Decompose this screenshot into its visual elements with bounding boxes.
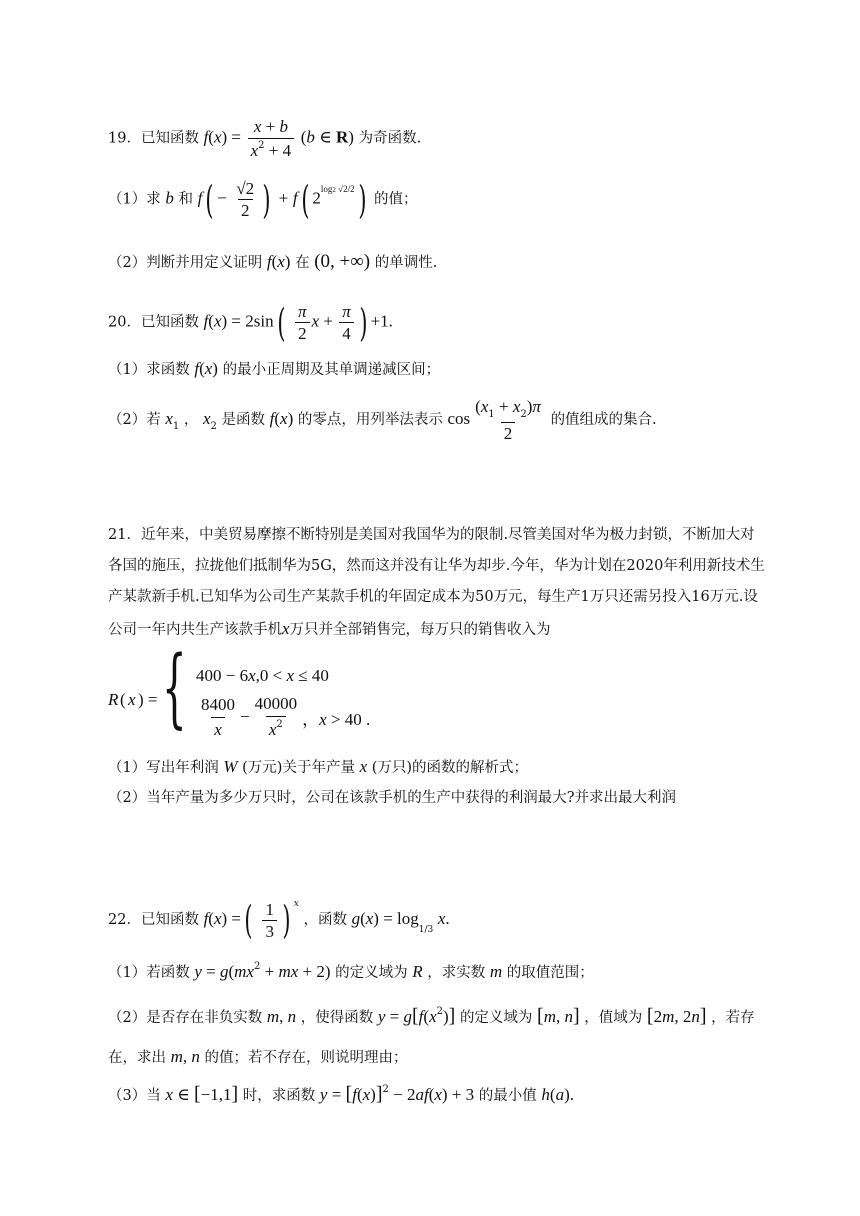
q22-statement: 22．已知函数 f(x) =( $\frac{1}{3}$ ) $^x$ ，函数 $g(x) = \log_{1/3} x$. — [108, 898, 450, 942]
q22-p2-a: （2）是否存在非负实数 — [108, 1010, 263, 1026]
q22-p2-c: 的定义域为 — [459, 1010, 533, 1026]
q22-mid: ，函数 — [303, 912, 347, 928]
q20-p2-a: （2）若 — [108, 412, 161, 428]
q20-p2-d: 的零点，用列举法表示 — [297, 412, 443, 428]
q20-part1: （1）求函数 f(x) 的最小正周期及其单调递减区间； — [108, 359, 441, 378]
q19-p1-c: 的值； — [374, 191, 418, 208]
q22-p1-c: ，求实数 — [427, 965, 486, 981]
q21-statement: 21．近年来，中美贸易摩擦不断特别是美国对我国华为的限制.尽管美国对华为极力封锁，不断加大对各国的施压，拉拢他们抵制华为5G，然而这并没有让华为却步.今年，华为计划在2020年利用新技术生产某款新手机.已知华为公司生产某款手机的年固定成本为50万元，每生产1万只还需另投入16万元.设公司一年内共生产该款手机x万只并全部销售完，每万只的销售收入为 — [108, 527, 765, 638]
q22-part2-line2: 在，求出 m, n 的值；若不存在，则说明理由； — [108, 1047, 408, 1066]
q21-p1-a: （1）写出年利润 — [108, 760, 219, 776]
q21-text: 21．近年来，中美贸易摩擦不断特别是美国对我国华为的限制.尽管美国对华为极力封锁，不断加大对各国的施压，拉拢他们抵制华为5G，然而这并没有让华为却步.今年，华为计划在2020年利用新技术生产某款新手机.已知华为公司生产某款手机的年固定成本为50万元，每生产1万只还需另投入16万元.设公司一年内共生产该款手机 — [108, 527, 765, 638]
q20-p2-e: 的值组成的集合. — [550, 412, 657, 428]
q21-part1: （1）写出年利润 W (万元)关于年产量 x (万只)的函数的解析式； — [108, 757, 529, 776]
q22-p2-g: 的值；若不存在，则说明理由； — [204, 1050, 408, 1066]
q19-intro: 19．已知函数 — [108, 130, 199, 147]
q21-p1-b: (万元)关于年产量 — [242, 760, 355, 776]
q22-p1-a: （1）若函数 — [108, 965, 190, 981]
q22-p3-c: 的最小值 — [478, 1088, 537, 1104]
q21-p1-c: (万只)的函数的解析式； — [371, 760, 529, 776]
q21-part2 — [108, 791, 676, 806]
q22-p2-e: ，若存 — [711, 1010, 755, 1026]
q20-intro: 20．已知函数 — [108, 314, 199, 331]
q22-p1-b: 的定义域为 — [335, 965, 408, 981]
q22-part2-line1: （2）是否存在非负实数 m, n ，使得函数 $y = g[f(x^2)]$ 的定义域为 [m, n] ，值域为 [2m, 2n] ，若存 — [108, 1005, 755, 1027]
q20-p2-b: ， — [183, 412, 199, 428]
q20-p1-a: （1）求函数 — [108, 362, 190, 378]
q20-part2: （2）若 $x_1$ ， $x_2$ 是函数 f(x) 的零点，用列举法表示 cos $\frac{(x_1 + x_2)\pi}{2}$ 的值组成的集合. — [108, 397, 657, 443]
q22-intro: 22．已知函数 — [108, 912, 199, 928]
q19-tail: 为奇函数. — [358, 130, 422, 147]
q19-p1-b: 和 — [178, 191, 193, 208]
q19-p1-a: （1）求 — [108, 191, 161, 208]
q19-p2-a: （2）判断并用定义证明 — [108, 255, 263, 271]
q22-p1-d: 的取值范围； — [506, 965, 594, 981]
q20-p1-b: 的最小正周期及其单调递减区间； — [222, 362, 441, 378]
q22-p3-b: 时，求函数 — [242, 1088, 316, 1104]
q22-p2-d: ，值域为 — [584, 1010, 643, 1026]
q22-p2-f: 在，求出 — [108, 1050, 166, 1066]
q19-fraction: $\frac{x + b}{x^2 + 4}$ — [248, 118, 295, 159]
q20-statement: 20．已知函数 f(x) = 2sin( $\frac{\pi}{2}$ x + $\frac{\pi}{4}$ ) +1. — [108, 300, 393, 345]
q19-part1: （1）求 b 和 f( − $\frac{√2}{2}$ ) + f( $2^{log2 √2/2}$) 的值； — [108, 177, 418, 222]
q20-p2-c: 是函数 — [221, 412, 266, 428]
q21-p2: （2）当年产量为多少万只时，公司在该款手机的生产中获得的利润最大?并求出最大利润 — [108, 790, 676, 806]
q22-p2-b: ，使得函数 — [300, 1010, 374, 1026]
q22-part3: （3）当 x ∈ [−1,1] 时，求函数 $y = [f(x)]^2 - 2af(x) + 3$ 的最小值 h(a). — [108, 1083, 574, 1105]
q22-p3-a: （3）当 — [108, 1088, 161, 1104]
q19-p2-b: 在 — [295, 255, 310, 271]
q21-text-tail: 万只并全部销售完，每万只的销售收入为 — [289, 622, 551, 638]
q19-p2-c: 的单调性. — [374, 255, 438, 271]
q19-statement: 19．已知函数 f(x) = $\frac{x + b}{x^2 + 4}$ (b ∈ R) 为奇函数. — [108, 117, 422, 160]
q22-part1: （1）若函数 $y = g(mx^2$ + mx + 2) 的定义域为 R ，求实数 m 的取值范围； — [108, 961, 594, 981]
q21-piecewise: R ( x ) = { 400 − 6x,0 < x ≤ 40 $\frac{8400}{x}$ − $\frac{40000}{x^2}$ ，x > 40 . — [108, 638, 371, 739]
q19-part2: （2）判断并用定义证明 f(x) 在 (0, +∞) 的单调性. — [108, 251, 438, 272]
